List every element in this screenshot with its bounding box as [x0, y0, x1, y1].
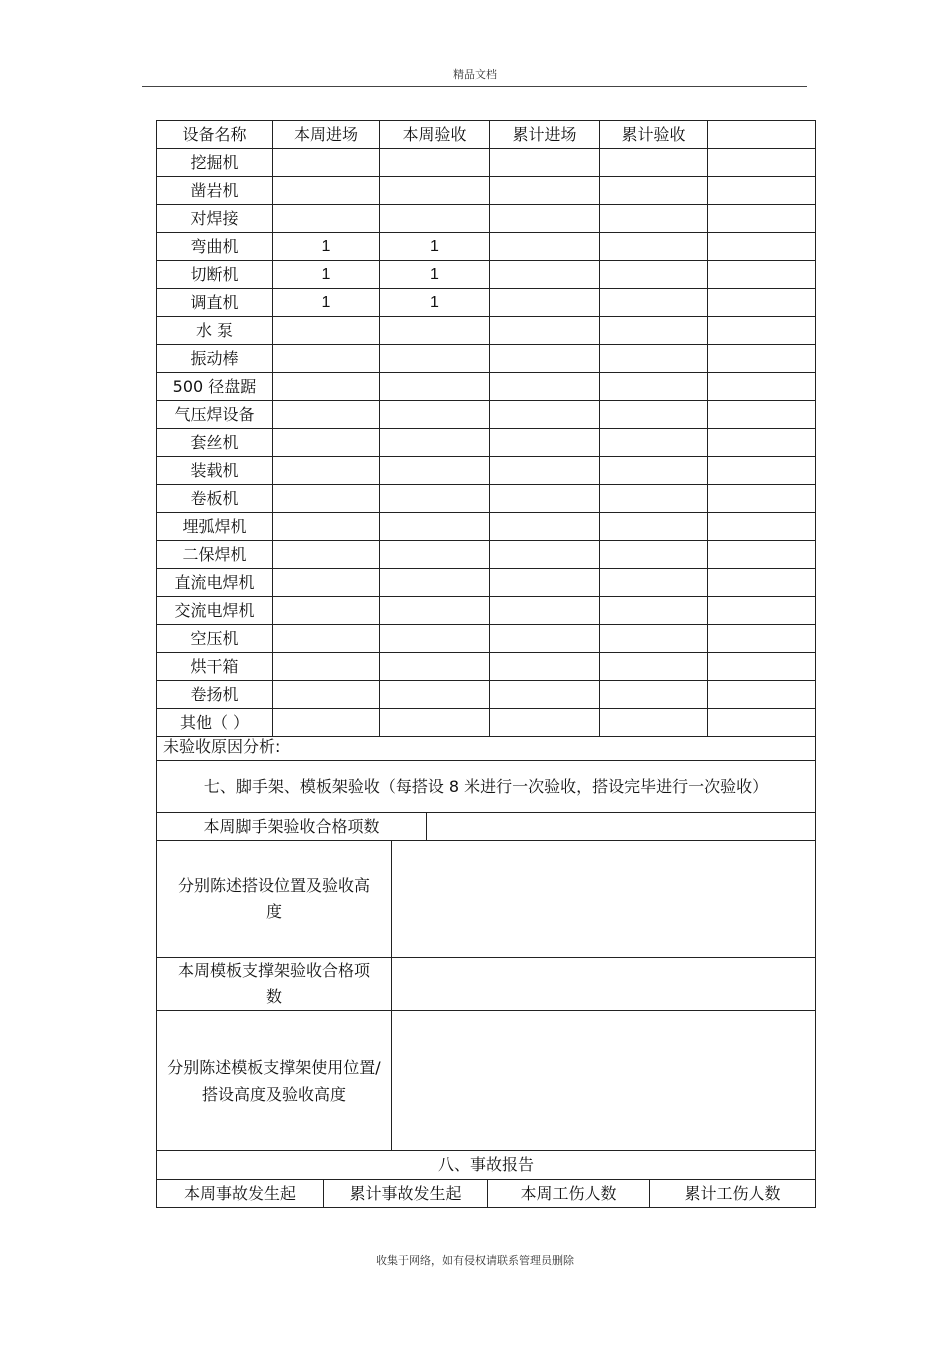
- total-entry-cell[interactable]: [490, 625, 600, 653]
- formwork-position-value[interactable]: [392, 1011, 816, 1151]
- total-entry-cell[interactable]: [490, 513, 600, 541]
- equipment-name: 装载机: [157, 457, 273, 485]
- equipment-name: 卷扬机: [157, 681, 273, 709]
- week-entry-cell[interactable]: [273, 205, 380, 233]
- total-entry-cell[interactable]: [490, 681, 600, 709]
- total-accepted-cell[interactable]: [600, 289, 708, 317]
- table-row: [157, 373, 816, 401]
- table-row: [157, 233, 816, 261]
- extra-cell[interactable]: [708, 597, 816, 625]
- formwork-count-label: 本周模板支撑架验收合格项数: [157, 958, 392, 1011]
- week-accepted-cell[interactable]: [380, 205, 490, 233]
- week-accepted-cell[interactable]: [380, 513, 490, 541]
- total-accepted-cell[interactable]: [600, 345, 708, 373]
- accident-col-header: 累计事故发生起: [324, 1180, 488, 1208]
- week-entry-cell[interactable]: [273, 373, 380, 401]
- column-header: 累计进场: [490, 121, 600, 149]
- total-accepted-cell[interactable]: [600, 261, 708, 289]
- column-header: 累计验收: [600, 121, 708, 149]
- week-entry-cell[interactable]: [273, 345, 380, 373]
- extra-cell[interactable]: [708, 205, 816, 233]
- extra-cell[interactable]: [708, 457, 816, 485]
- total-entry-cell[interactable]: [490, 653, 600, 681]
- scaffold-position-label: 分别陈述搭设位置及验收高度: [157, 841, 392, 958]
- total-accepted-cell[interactable]: [600, 373, 708, 401]
- equipment-name: 卷板机: [157, 485, 273, 513]
- extra-cell[interactable]: [708, 345, 816, 373]
- table-row: [157, 457, 816, 485]
- week-entry-cell[interactable]: [273, 457, 380, 485]
- table-row: [157, 569, 816, 597]
- total-entry-cell[interactable]: [490, 401, 600, 429]
- scaffold-count-value[interactable]: [427, 813, 816, 841]
- equipment-name: 500 径盘踞: [157, 373, 273, 401]
- table-row: [157, 625, 816, 653]
- total-accepted-cell[interactable]: [600, 457, 708, 485]
- week-entry-cell[interactable]: 1: [273, 233, 380, 261]
- table-header-row: [157, 121, 816, 149]
- equipment-name: 调直机: [157, 289, 273, 317]
- week-entry-cell[interactable]: 1: [273, 261, 380, 289]
- total-entry-cell[interactable]: [490, 569, 600, 597]
- week-accepted-cell[interactable]: [380, 373, 490, 401]
- total-entry-cell[interactable]: [490, 345, 600, 373]
- week-entry-cell[interactable]: [273, 625, 380, 653]
- total-accepted-cell[interactable]: [600, 233, 708, 261]
- week-accepted-cell[interactable]: 1: [380, 233, 490, 261]
- acceptance-section: [156, 733, 816, 1208]
- total-entry-cell[interactable]: [490, 149, 600, 177]
- week-entry-cell[interactable]: [273, 597, 380, 625]
- total-entry-cell[interactable]: [490, 261, 600, 289]
- equipment-table: [156, 120, 816, 737]
- total-accepted-cell[interactable]: [600, 485, 708, 513]
- total-accepted-cell[interactable]: [600, 205, 708, 233]
- total-accepted-cell[interactable]: [600, 569, 708, 597]
- table-row: [157, 289, 816, 317]
- week-entry-cell[interactable]: [273, 149, 380, 177]
- extra-cell[interactable]: [708, 401, 816, 429]
- week-accepted-cell[interactable]: [380, 653, 490, 681]
- week-accepted-cell[interactable]: 1: [380, 289, 490, 317]
- week-accepted-cell[interactable]: [380, 485, 490, 513]
- week-entry-cell[interactable]: [273, 485, 380, 513]
- week-accepted-cell[interactable]: [380, 681, 490, 709]
- column-header: 本周验收: [380, 121, 490, 149]
- week-entry-cell[interactable]: [273, 513, 380, 541]
- total-accepted-cell[interactable]: [600, 653, 708, 681]
- extra-cell[interactable]: [708, 625, 816, 653]
- week-accepted-cell[interactable]: [380, 597, 490, 625]
- table-row: [157, 541, 816, 569]
- total-entry-cell[interactable]: [490, 233, 600, 261]
- equipment-name: 凿岩机: [157, 177, 273, 205]
- table-row: [157, 513, 816, 541]
- table-row: [157, 485, 816, 513]
- extra-cell[interactable]: [708, 373, 816, 401]
- formwork-position-label: 分别陈述模板支撑架使用位置/搭设高度及验收高度: [157, 1011, 392, 1151]
- table-row: [157, 149, 816, 177]
- scaffold-count-label: 本周脚手架验收合格项数: [157, 813, 427, 841]
- total-accepted-cell[interactable]: [600, 177, 708, 205]
- total-accepted-cell[interactable]: [600, 429, 708, 457]
- equipment-name: 套丝机: [157, 429, 273, 457]
- table-row: [157, 317, 816, 345]
- week-accepted-cell[interactable]: [380, 457, 490, 485]
- formwork-count-value[interactable]: [392, 958, 816, 1011]
- week-entry-cell[interactable]: [273, 541, 380, 569]
- equipment-name: 埋弧焊机: [157, 513, 273, 541]
- total-accepted-cell[interactable]: [600, 597, 708, 625]
- column-header: [708, 121, 816, 149]
- total-entry-cell[interactable]: [490, 597, 600, 625]
- total-accepted-cell[interactable]: [600, 681, 708, 709]
- table-row: [157, 401, 816, 429]
- table-row: [157, 681, 816, 709]
- extra-cell[interactable]: [708, 429, 816, 457]
- extra-cell[interactable]: [708, 569, 816, 597]
- equipment-name: 其他（ ）: [157, 709, 273, 737]
- table-row: [157, 345, 816, 373]
- extra-cell[interactable]: [708, 149, 816, 177]
- equipment-name: 烘干箱: [157, 653, 273, 681]
- week-accepted-cell[interactable]: [380, 569, 490, 597]
- equipment-name: 对焊接: [157, 205, 273, 233]
- extra-cell[interactable]: [708, 485, 816, 513]
- total-entry-cell[interactable]: [490, 541, 600, 569]
- table-row: [157, 177, 816, 205]
- extra-cell[interactable]: [708, 513, 816, 541]
- table-row: [157, 261, 816, 289]
- column-header: 设备名称: [157, 121, 273, 149]
- extra-cell[interactable]: [708, 177, 816, 205]
- extra-cell[interactable]: [708, 261, 816, 289]
- total-accepted-cell[interactable]: [600, 513, 708, 541]
- table-row: [157, 653, 816, 681]
- week-accepted-cell[interactable]: [380, 541, 490, 569]
- total-entry-cell[interactable]: [490, 317, 600, 345]
- total-entry-cell[interactable]: [490, 205, 600, 233]
- week-accepted-cell[interactable]: [380, 149, 490, 177]
- equipment-name: 挖掘机: [157, 149, 273, 177]
- week-entry-cell[interactable]: [273, 653, 380, 681]
- equipment-name: 振动棒: [157, 345, 273, 373]
- total-entry-cell[interactable]: [490, 457, 600, 485]
- table-row: [157, 597, 816, 625]
- total-entry-cell[interactable]: [490, 485, 600, 513]
- week-accepted-cell[interactable]: 1: [380, 261, 490, 289]
- equipment-name: 直流电焊机: [157, 569, 273, 597]
- accident-col-header: 本周事故发生起: [157, 1180, 324, 1208]
- scaffold-position-value[interactable]: [392, 841, 816, 958]
- total-entry-cell[interactable]: [490, 373, 600, 401]
- equipment-name: 气压焊设备: [157, 401, 273, 429]
- week-entry-cell[interactable]: [273, 429, 380, 457]
- extra-cell[interactable]: [708, 653, 816, 681]
- total-entry-cell[interactable]: [490, 177, 600, 205]
- unaccepted-reason-label: 未验收原因分析:: [157, 733, 816, 761]
- week-accepted-cell[interactable]: [380, 625, 490, 653]
- equipment-name: 切断机: [157, 261, 273, 289]
- accident-col-header: 本周工伤人数: [488, 1180, 650, 1208]
- page-footer: 收集于网络，如有侵权请联系管理员删除: [376, 1254, 574, 1267]
- header-divider: [142, 86, 807, 87]
- week-accepted-cell[interactable]: [380, 345, 490, 373]
- total-accepted-cell[interactable]: [600, 625, 708, 653]
- total-accepted-cell[interactable]: [600, 401, 708, 429]
- extra-cell[interactable]: [708, 289, 816, 317]
- page-header: 精品文档: [453, 68, 497, 81]
- week-entry-cell[interactable]: 1: [273, 289, 380, 317]
- total-accepted-cell[interactable]: [600, 541, 708, 569]
- week-accepted-cell[interactable]: [380, 401, 490, 429]
- extra-cell[interactable]: [708, 233, 816, 261]
- equipment-name: 二保焊机: [157, 541, 273, 569]
- table-row: [157, 429, 816, 457]
- total-entry-cell[interactable]: [490, 289, 600, 317]
- equipment-name: 交流电焊机: [157, 597, 273, 625]
- total-accepted-cell[interactable]: [600, 149, 708, 177]
- week-entry-cell[interactable]: [273, 569, 380, 597]
- week-accepted-cell[interactable]: [380, 177, 490, 205]
- week-entry-cell[interactable]: [273, 177, 380, 205]
- accident-col-header: 累计工伤人数: [650, 1180, 816, 1208]
- equipment-name: 水 泵: [157, 317, 273, 345]
- extra-cell[interactable]: [708, 541, 816, 569]
- table-row: [157, 205, 816, 233]
- week-entry-cell[interactable]: [273, 317, 380, 345]
- column-header: 本周进场: [273, 121, 380, 149]
- equipment-name: 空压机: [157, 625, 273, 653]
- section8-title: 八、事故报告: [157, 1151, 816, 1180]
- week-accepted-cell[interactable]: [380, 429, 490, 457]
- extra-cell[interactable]: [708, 681, 816, 709]
- week-accepted-cell[interactable]: [380, 317, 490, 345]
- equipment-name: 弯曲机: [157, 233, 273, 261]
- week-entry-cell[interactable]: [273, 401, 380, 429]
- extra-cell[interactable]: [708, 317, 816, 345]
- week-entry-cell[interactable]: [273, 681, 380, 709]
- total-entry-cell[interactable]: [490, 429, 600, 457]
- total-accepted-cell[interactable]: [600, 317, 708, 345]
- section7-title: 七、脚手架、模板架验收（每搭设 8 米进行一次验收，搭设完毕进行一次验收）: [157, 761, 816, 813]
